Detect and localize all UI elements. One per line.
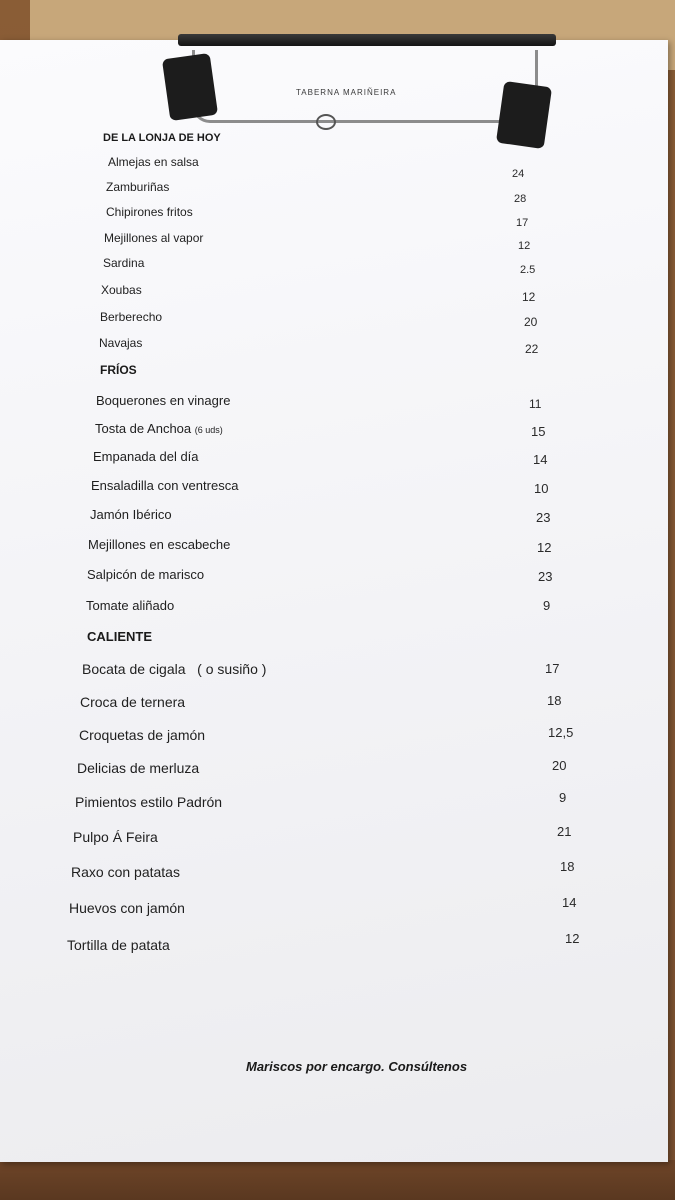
menu-item-price: 20 [524, 315, 538, 329]
menu-item-name: Ensaladilla con ventresca [91, 478, 239, 493]
menu-item-name [95, 421, 223, 436]
menu-item-price: 12 [518, 240, 531, 252]
menu-item-price: 22 [525, 342, 539, 356]
menu-item-price: 12 [537, 540, 552, 555]
footer-note: Mariscos por encargo. Consúltenos [246, 1059, 468, 1074]
menu-item-name: Raxo con patatas [71, 864, 180, 880]
menu-item-name: Croca de ternera [80, 694, 186, 710]
menu-item-price: 15 [531, 424, 546, 439]
menu-item-name: Pimientos estilo Padrón [75, 794, 223, 810]
menu-item-name: Tortilla de patata [67, 937, 170, 953]
clipboard-clip-end-left [162, 53, 218, 121]
menu-item-price: 23 [536, 510, 551, 525]
section-title-frios: FRÍOS [100, 363, 137, 377]
menu-item-name: Zamburiñas [106, 180, 170, 194]
clipboard-clip-bar [178, 34, 556, 46]
menu-item-price: 9 [559, 790, 567, 805]
menu-item-name-text: Tosta de Anchoa [95, 421, 192, 436]
section-title-lonja: DE LA LONJA DE HOY [103, 132, 221, 144]
menu-item-price: 14 [533, 452, 548, 467]
clipboard-wire [192, 50, 538, 123]
menu-item-name: Croquetas de jamón [79, 727, 206, 743]
menu-item-name: Jamón Ibérico [90, 507, 172, 522]
menu-item-price: 28 [514, 193, 527, 205]
menu-item-name: Navajas [99, 336, 143, 350]
menu-item-price: 10 [534, 481, 549, 496]
menu-item-name: Bocata de cigala ( o susiño ) [82, 661, 267, 677]
menu-item-name: Boquerones en vinagre [96, 393, 231, 408]
menu-item-name: Mejillones al vapor [104, 231, 204, 245]
menu-item-price: 11 [529, 397, 542, 411]
clipboard-knob [316, 114, 336, 130]
menu-item-price: 9 [543, 598, 551, 613]
menu-item-note: (6 uds) [194, 425, 223, 435]
menu-item-name: Delicias de merluza [77, 760, 200, 776]
menu-item-price: 24 [512, 168, 525, 180]
menu-item-price: 12 [522, 290, 536, 304]
menu-item-name: Tomate aliñado [86, 598, 175, 613]
menu-item-name: Almejas en salsa [108, 155, 199, 169]
clipboard-clip-end-right [496, 81, 552, 149]
menu-item-name: Pulpo Á Feira [73, 829, 158, 845]
menu-item-price: 17 [516, 217, 529, 229]
menu-item-name: Chipirones fritos [106, 205, 193, 219]
menu-item-price: 2.5 [520, 264, 536, 276]
menu-item-price: 12 [565, 931, 580, 946]
menu-item-name: Salpicón de marisco [87, 567, 205, 582]
menu-item-name: Xoubas [101, 283, 142, 297]
menu-item-price: 18 [560, 859, 575, 874]
menu-item-name: Huevos con jamón [69, 900, 185, 916]
menu-item-price: 12,5 [548, 725, 574, 740]
menu-item-price: 17 [545, 661, 560, 676]
menu-item-name: Berberecho [100, 310, 163, 324]
menu-item-name: Empanada del día [93, 449, 199, 464]
menu-item-name: Mejillones en escabeche [88, 537, 231, 552]
menu-item-name: Sardina [103, 256, 145, 270]
menu-item-price: 20 [552, 758, 567, 773]
menu-item-price: 21 [557, 824, 572, 839]
restaurant-name: TABERNA MARIÑEIRA [296, 88, 397, 97]
menu-item-price: 23 [538, 569, 553, 584]
section-title-caliente: CALIENTE [87, 629, 152, 644]
menu-item-price: 14 [562, 895, 577, 910]
table-surface [0, 1160, 675, 1200]
menu-item-price: 18 [547, 693, 562, 708]
